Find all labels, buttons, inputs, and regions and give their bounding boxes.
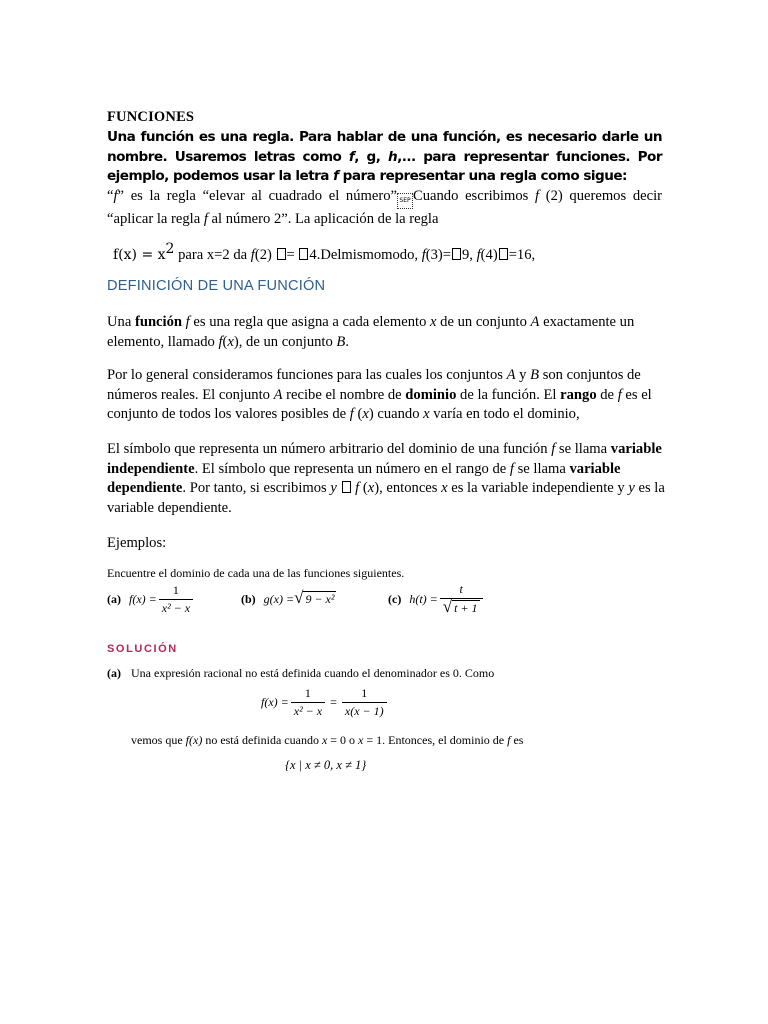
set-notation: {x | x ≠ 0, x ≠ 1} [285, 758, 367, 772]
letter-f: f [617, 386, 622, 403]
letter-f: f [534, 188, 540, 204]
fraction [440, 582, 483, 616]
letter-f: f [355, 480, 360, 497]
letter-a: A [273, 386, 283, 403]
missing-glyph-icon [277, 248, 286, 260]
text: El símbolo que representa un número arbitrario del dominio de una función [107, 441, 552, 457]
text: . El símbolo que representa un número en el rango de [194, 460, 510, 477]
letter-x: x [227, 333, 234, 350]
missing-glyph-icon [452, 248, 461, 260]
letter-f: f [551, 441, 556, 457]
letter-f: f [349, 406, 354, 423]
denominator: x(x − 1) [342, 702, 387, 719]
bold-term: función [134, 314, 183, 330]
bold-term: dominio [405, 386, 457, 403]
heading: FUNCIONES [107, 109, 195, 125]
radical-sign: √ [294, 588, 304, 607]
bold-term: variable independiente [107, 441, 662, 477]
text: de la función. El [456, 386, 561, 403]
examples-label: Ejemplos: [107, 535, 167, 551]
letter-x: x [321, 733, 328, 747]
exercise-items [107, 580, 667, 620]
letter-a: A [506, 367, 516, 383]
denominator [440, 598, 483, 616]
text: para x=2 da [174, 246, 251, 263]
fraction [291, 686, 325, 719]
text: es la variable independiente y [447, 480, 629, 497]
text: ( [222, 333, 228, 350]
lhs: g(x) = [263, 591, 295, 606]
text: y [515, 367, 531, 383]
letter-f: f [185, 314, 190, 330]
text: recibe el nombre de [282, 386, 406, 403]
letter-b: B [336, 333, 346, 350]
text: de un conjunto [436, 314, 531, 330]
text: ), de un conjunto [233, 333, 337, 350]
solution-a-text [107, 666, 494, 681]
letter-x: x [358, 733, 364, 747]
letter-a: A [530, 314, 540, 330]
equals-sign: = [327, 695, 340, 709]
text: = [286, 246, 299, 263]
text: = 1. Entonces, el dominio de [363, 733, 508, 747]
item-label: (b) [241, 591, 256, 606]
letter-f: f [348, 148, 355, 165]
text: (4) [480, 246, 498, 263]
letter-f: f [203, 211, 208, 227]
item-label: (a) [107, 666, 121, 680]
solution-conclusion [131, 733, 523, 748]
bold-term: rango [560, 386, 597, 403]
exercise-instructions: Encuentre el dominio de cada una de las funciones siguientes. [107, 566, 405, 580]
text: para representar una regla como sigue: [338, 168, 627, 185]
text: exactamente un elemento, llamado [107, 314, 635, 350]
letter-x: x [423, 406, 430, 423]
letter-y: y [628, 480, 635, 497]
exercise-a [107, 580, 195, 618]
text: Cuando escribimos [413, 188, 535, 204]
fraction [342, 686, 387, 719]
item-label: (a) [107, 591, 121, 606]
text: = 0 o [327, 733, 359, 747]
exercise-c [388, 580, 485, 618]
letter-f: f [507, 733, 511, 747]
text: 9, [462, 246, 477, 263]
text: ( [359, 480, 368, 497]
letter-h: h [387, 148, 398, 165]
letter-f: f [113, 188, 118, 204]
denominator: x² − x [291, 702, 325, 719]
denominator: x² − x [159, 599, 193, 616]
text: “ [107, 188, 114, 204]
radicand: 9 − x² [305, 592, 335, 606]
text: son conjuntos de números reales. El conjunto [107, 367, 641, 403]
intro-paragraph [107, 128, 662, 187]
text: Una expresión racional no está definida cuando el denominador es 0. Como [131, 666, 495, 680]
text: se llama [513, 460, 570, 477]
letter-f: f [250, 246, 255, 263]
bold-term: variable dependiente [107, 460, 621, 497]
letter-y: y [330, 480, 337, 497]
letter-x: x [441, 480, 448, 497]
text: al número 2”. La aplicación de la regla [207, 211, 439, 227]
lhs: f(x) = [129, 591, 157, 606]
text: =16, [508, 246, 536, 263]
text: , g, [354, 148, 388, 165]
exercise-b [241, 580, 336, 618]
numerator: t [459, 582, 463, 596]
letter-f: f [218, 333, 223, 350]
letter-x: x [430, 314, 437, 330]
text: no está definida cuando [202, 733, 322, 747]
solution-equation [261, 686, 389, 719]
exponent: 2 [165, 241, 175, 257]
missing-glyph-icon [499, 248, 508, 260]
text: se llama [555, 441, 611, 457]
missing-glyph-icon [299, 248, 308, 260]
letter-x: x [367, 480, 375, 497]
text: varía en todo el dominio, [429, 406, 580, 423]
square-root [294, 588, 336, 607]
item-label: (c) [388, 591, 402, 606]
domain-range-paragraph [107, 366, 667, 425]
text: (2) queremos decir “aplicar la regla [107, 188, 662, 227]
letter-b: B [530, 367, 540, 383]
text: es el conjunto de todos los valores posibles de [107, 386, 652, 423]
numerator: 1 [361, 686, 368, 700]
text: . Por tanto, si escribimos [182, 480, 331, 497]
text: Una función es una regla. Para hablar de una función, es necesario darle un nombre. Usaremos letras como [107, 129, 662, 165]
lhs: h(t) = [409, 591, 438, 606]
missing-glyph-icon [342, 481, 351, 493]
text: . [345, 333, 349, 350]
numerator: 1 [172, 582, 179, 597]
letter-x: x [362, 406, 369, 423]
text: (2) [254, 246, 276, 263]
lhs: f(x) = [261, 695, 289, 709]
separator-glyph-icon: SEP [397, 193, 413, 209]
text: de [596, 386, 618, 403]
letter-f: f [509, 460, 514, 477]
fraction [159, 583, 193, 616]
definition-paragraph [107, 313, 667, 352]
text: ), entonces [374, 480, 442, 497]
letter-f: f [421, 246, 426, 263]
text: Por lo general consideramos funciones para las cuales los conjuntos [107, 367, 507, 383]
text: Una [107, 314, 135, 330]
radicand: t + 1 [454, 601, 478, 615]
numerator: 1 [304, 686, 311, 700]
formula-fx: f(x) = x [113, 246, 166, 263]
letter-f: f [333, 168, 339, 185]
text: ( [353, 406, 363, 423]
text: 4.Delmismomodo, [309, 246, 422, 263]
letter-f: f [476, 246, 481, 263]
radical-sign: √ [442, 597, 453, 616]
text: es [510, 733, 524, 747]
domain-set [285, 758, 366, 773]
fx: f(x) [185, 733, 203, 747]
section-heading: DEFINICIÓN DE UNA FUNCIÓN [107, 278, 326, 294]
text [337, 480, 341, 496]
text: (3)= [425, 246, 451, 263]
variables-paragraph [107, 440, 667, 518]
text: ,... para representar funciones. Por ejemplo, podemos usar la letra [107, 148, 662, 185]
text: es la variable dependiente. [107, 480, 665, 516]
text: vemos que [131, 733, 186, 747]
solution-heading: SOLUCIÓN [107, 643, 178, 655]
text: es una regla que asigna a cada elemento [189, 314, 431, 330]
rule-paragraph [107, 186, 662, 229]
text: ” es la regla “elevar al cuadrado el número” [117, 188, 397, 204]
formula-line [113, 241, 535, 264]
text: ) cuando [368, 406, 424, 423]
